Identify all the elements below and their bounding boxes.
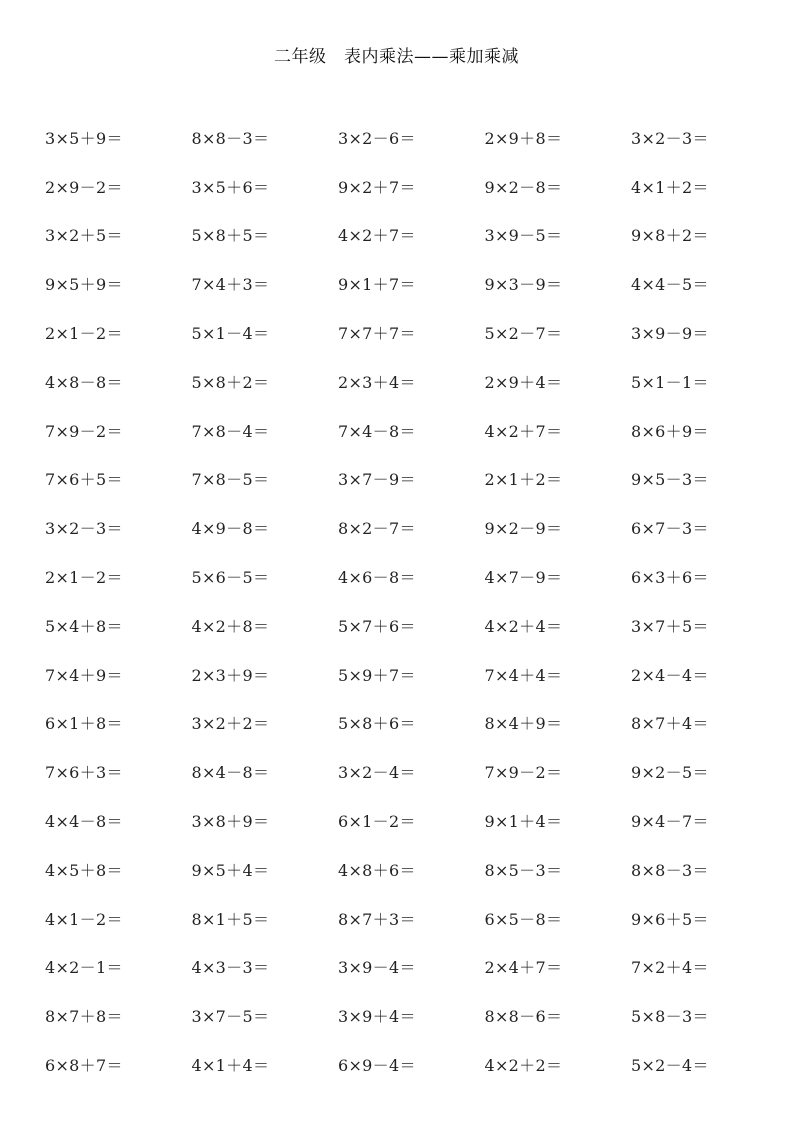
arithmetic-problem: 8×4＋9＝ <box>484 714 563 734</box>
arithmetic-problem: 9×1＋7＝ <box>338 275 416 295</box>
arithmetic-problem: 9×6＋5＝ <box>631 909 709 929</box>
arithmetic-problem: 9×1＋4＝ <box>484 812 563 832</box>
arithmetic-problem: 5×2－7＝ <box>484 324 563 344</box>
arithmetic-problem: 2×1＋2＝ <box>484 470 563 490</box>
arithmetic-problem: 8×8－3＝ <box>631 860 709 880</box>
arithmetic-problem: 6×1－2＝ <box>338 812 416 832</box>
arithmetic-problem: 3×9－5＝ <box>484 226 563 246</box>
arithmetic-problem: 4×8＋6＝ <box>338 860 416 880</box>
arithmetic-problem: 5×1－1＝ <box>631 372 709 392</box>
arithmetic-problem: 8×5－3＝ <box>484 860 563 880</box>
arithmetic-problem: 4×5＋8＝ <box>45 860 123 880</box>
arithmetic-problem: 7×8－4＝ <box>191 421 270 441</box>
arithmetic-problem: 3×8＋9＝ <box>191 812 270 832</box>
arithmetic-problem: 9×2－5＝ <box>631 763 709 783</box>
arithmetic-problem: 5×8＋6＝ <box>338 714 416 734</box>
arithmetic-problem: 9×5＋4＝ <box>191 860 270 880</box>
arithmetic-problem: 4×2＋8＝ <box>191 616 270 636</box>
arithmetic-problem: 3×2－3＝ <box>631 128 709 148</box>
arithmetic-problem: 4×2－1＝ <box>45 958 123 978</box>
arithmetic-problem: 9×4－7＝ <box>631 812 709 832</box>
arithmetic-problem: 5×2－4＝ <box>631 1056 709 1076</box>
arithmetic-problem: 3×2＋5＝ <box>45 226 123 246</box>
arithmetic-problem: 9×3－9＝ <box>484 275 563 295</box>
problem-grid <box>45 113 765 1089</box>
arithmetic-problem: 8×2－7＝ <box>338 519 416 539</box>
arithmetic-problem: 4×2＋7＝ <box>484 421 563 441</box>
arithmetic-problem: 4×9－8＝ <box>191 519 270 539</box>
arithmetic-problem: 8×4－8＝ <box>191 763 270 783</box>
arithmetic-problem: 4×2＋2＝ <box>484 1056 563 1076</box>
arithmetic-problem: 4×4－5＝ <box>631 275 709 295</box>
arithmetic-problem: 6×3＋6＝ <box>631 568 709 588</box>
arithmetic-problem: 4×7－9＝ <box>484 568 563 588</box>
arithmetic-problem: 7×4＋9＝ <box>45 665 123 685</box>
arithmetic-problem: 8×7＋4＝ <box>631 714 709 734</box>
arithmetic-problem: 3×2－6＝ <box>338 128 416 148</box>
arithmetic-problem: 9×5＋9＝ <box>45 275 123 295</box>
arithmetic-problem: 9×5－3＝ <box>631 470 709 490</box>
arithmetic-problem: 3×7＋5＝ <box>631 616 709 636</box>
arithmetic-problem: 4×2＋7＝ <box>338 226 416 246</box>
arithmetic-problem: 9×2－8＝ <box>484 177 563 197</box>
arithmetic-problem: 5×7＋6＝ <box>338 616 416 636</box>
arithmetic-problem: 7×9－2＝ <box>484 763 563 783</box>
arithmetic-problem: 6×7－3＝ <box>631 519 709 539</box>
arithmetic-problem: 7×9－2＝ <box>45 421 123 441</box>
arithmetic-problem: 7×6＋5＝ <box>45 470 123 490</box>
arithmetic-problem: 7×2＋4＝ <box>631 958 709 978</box>
arithmetic-problem: 2×1－2＝ <box>45 324 123 344</box>
arithmetic-problem: 5×9＋7＝ <box>338 665 416 685</box>
arithmetic-problem: 4×4－8＝ <box>45 812 123 832</box>
page-title: 二年级 表内乘法——乘加乘减 <box>274 47 519 67</box>
arithmetic-problem: 8×8－3＝ <box>191 128 270 148</box>
arithmetic-problem: 3×2＋2＝ <box>191 714 270 734</box>
arithmetic-problem: 6×9－4＝ <box>338 1056 416 1076</box>
arithmetic-problem: 3×7－9＝ <box>338 470 416 490</box>
arithmetic-problem: 5×6－5＝ <box>191 568 270 588</box>
arithmetic-problem: 7×6＋3＝ <box>45 763 123 783</box>
arithmetic-problem: 5×4＋8＝ <box>45 616 123 636</box>
arithmetic-problem: 4×6－8＝ <box>338 568 416 588</box>
arithmetic-problem: 2×9＋4＝ <box>484 372 563 392</box>
arithmetic-problem: 4×1＋2＝ <box>631 177 709 197</box>
arithmetic-problem: 2×4＋7＝ <box>484 958 563 978</box>
arithmetic-problem: 9×8＋2＝ <box>631 226 709 246</box>
arithmetic-problem: 9×2＋7＝ <box>338 177 416 197</box>
arithmetic-problem: 5×8＋5＝ <box>191 226 270 246</box>
arithmetic-problem: 8×8－6＝ <box>484 1007 563 1027</box>
arithmetic-problem: 3×7－5＝ <box>191 1007 270 1027</box>
arithmetic-problem: 6×1＋8＝ <box>45 714 123 734</box>
arithmetic-problem: 7×7＋7＝ <box>338 324 416 344</box>
arithmetic-problem: 5×8－3＝ <box>631 1007 709 1027</box>
arithmetic-problem: 7×4＋3＝ <box>191 275 270 295</box>
arithmetic-problem: 8×7＋8＝ <box>45 1007 123 1027</box>
arithmetic-problem: 9×2－9＝ <box>484 519 563 539</box>
arithmetic-problem: 3×9＋4＝ <box>338 1007 416 1027</box>
arithmetic-problem: 4×3－3＝ <box>191 958 270 978</box>
arithmetic-problem: 2×9－2＝ <box>45 177 123 197</box>
arithmetic-problem: 4×2＋4＝ <box>484 616 563 636</box>
arithmetic-problem: 2×3＋9＝ <box>191 665 270 685</box>
arithmetic-problem: 2×1－2＝ <box>45 568 123 588</box>
arithmetic-problem: 7×4＋4＝ <box>484 665 563 685</box>
arithmetic-problem: 3×5＋6＝ <box>191 177 270 197</box>
arithmetic-problem: 2×3＋4＝ <box>338 372 416 392</box>
arithmetic-problem: 4×1＋4＝ <box>191 1056 270 1076</box>
arithmetic-problem: 3×5＋9＝ <box>45 128 123 148</box>
arithmetic-problem: 8×1＋5＝ <box>191 909 270 929</box>
arithmetic-problem: 3×2－3＝ <box>45 519 123 539</box>
arithmetic-problem: 2×4－4＝ <box>631 665 709 685</box>
arithmetic-problem: 4×1－2＝ <box>45 909 123 929</box>
arithmetic-problem: 8×6＋9＝ <box>631 421 709 441</box>
arithmetic-problem: 3×9－4＝ <box>338 958 416 978</box>
arithmetic-problem: 6×8＋7＝ <box>45 1056 123 1076</box>
arithmetic-problem: 7×8－5＝ <box>191 470 270 490</box>
arithmetic-problem: 8×7＋3＝ <box>338 909 416 929</box>
arithmetic-problem: 5×8＋2＝ <box>191 372 270 392</box>
arithmetic-problem: 4×8－8＝ <box>45 372 123 392</box>
arithmetic-problem: 2×9＋8＝ <box>484 128 563 148</box>
arithmetic-problem: 3×2－4＝ <box>338 763 416 783</box>
arithmetic-problem: 7×4－8＝ <box>338 421 416 441</box>
arithmetic-problem: 5×1－4＝ <box>191 324 270 344</box>
arithmetic-problem: 6×5－8＝ <box>484 909 563 929</box>
arithmetic-problem: 3×9－9＝ <box>631 324 709 344</box>
